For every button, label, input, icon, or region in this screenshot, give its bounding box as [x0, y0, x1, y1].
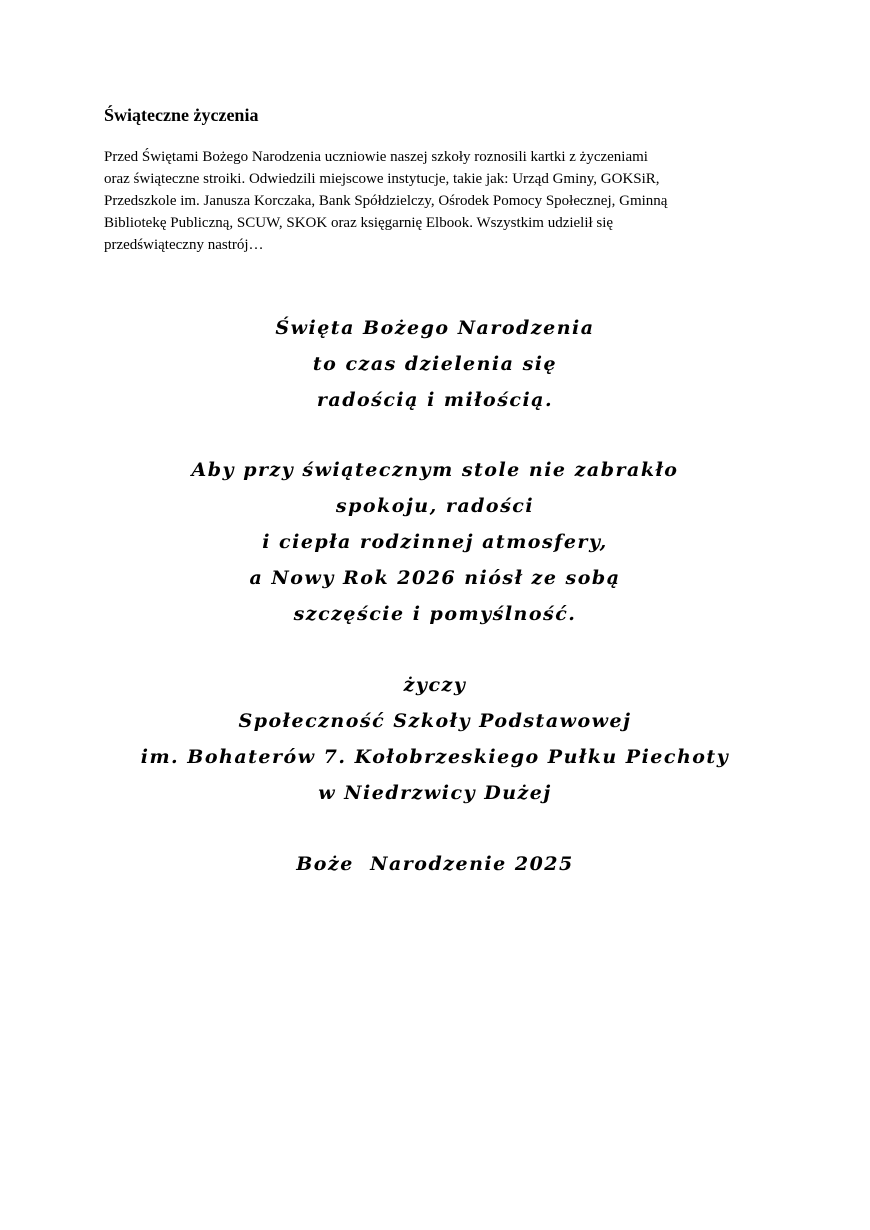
poem-line: a Nowy Rok 2026 niósł ze sobą	[249, 567, 621, 589]
greeting-date	[0, 846, 870, 882]
poem-line: to czas dzielenia się	[312, 353, 558, 375]
poem-line: szczęście i pomyślność.	[293, 603, 577, 625]
poem-line: i ciepła rodzinnej atmosfery,	[262, 531, 608, 553]
date-line: Boże Narodzenie 2025	[296, 853, 574, 875]
greeting-stanza-2	[0, 452, 870, 632]
signature-line: życzy	[403, 674, 467, 696]
signature-line: im. Bohaterów 7. Kołobrzeskiego Pułku Piechoty	[140, 746, 730, 768]
signature-line: w Niedrzwicy Dużej	[318, 782, 552, 804]
poem-line: Aby przy świątecznym stole nie zabrakło	[191, 459, 679, 481]
intro-line: przedświąteczny nastrój…	[104, 237, 264, 253]
poem-line: spokoju, radości	[335, 495, 535, 517]
poem-line: radością i miłością.	[316, 389, 554, 411]
intro-line: Przed Świętami Bożego Narodzenia uczniowie naszej szkoły roznosili kartki z życzeniami	[104, 149, 648, 165]
intro-line: oraz świąteczne stroiki. Odwiedzili miejscowe instytucje, takie jak: Urząd Gminy, GOKSiR,	[104, 171, 660, 187]
intro-paragraph	[104, 146, 784, 256]
signature-line: Społeczność Szkoły Podstawowej	[238, 710, 632, 732]
article-heading: Świąteczne życzenia	[104, 105, 259, 125]
poem-line: Święta Bożego Narodzenia	[275, 317, 595, 339]
greeting-stanza-1	[0, 310, 870, 418]
greeting-signature	[0, 667, 870, 811]
intro-line: Bibliotekę Publiczną, SCUW, SKOK oraz księgarnię Elbook. Wszystkim udzielił się	[104, 215, 614, 231]
intro-line: Przedszkole im. Janusza Korczaka, Bank Spółdzielczy, Ośrodek Pomocy Społecznej, Gminną	[104, 193, 668, 209]
